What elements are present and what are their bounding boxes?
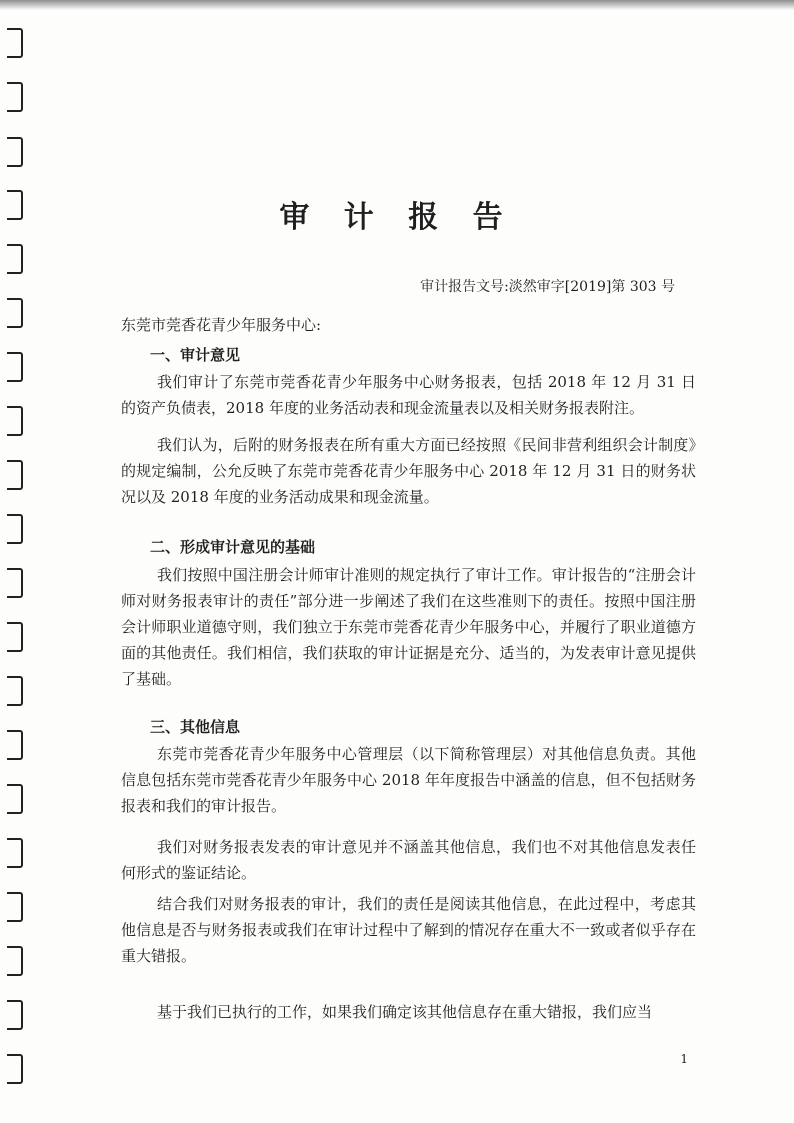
paragraph-no-assurance: 我们对财务报表发表的审计意见并不涵盖其他信息，我们也不对其他信息发表任何形式的鉴证结论。 xyxy=(121,838,696,882)
binding-hole-icon xyxy=(7,622,23,652)
binding-hole-icon xyxy=(7,568,23,598)
paragraph-audit-opinion: 我们认为，后附的财务报表在所有重大方面已经按照《民间非营利组织会计制度》的规定编制，公允反映了东莞市莞香花青少年服务中心 2018 年 12 月 31 日的财务状况以及 2018 年度的业务活动成果和现金流量。 xyxy=(121,436,696,506)
binding-hole-icon xyxy=(7,298,23,328)
page-number: 1 xyxy=(680,1052,688,1066)
binding-hole-icon xyxy=(7,28,23,58)
section-heading-basis-for-opinion: 二、形成审计意见的基础 xyxy=(150,538,316,556)
binding-hole-icon xyxy=(7,1000,23,1030)
binding-hole-icon xyxy=(7,514,23,544)
binding-hole-icon xyxy=(7,406,23,436)
report-number: 审计报告文号:淡然审字[2019]第 303 号 xyxy=(420,279,675,295)
binding-hole-icon xyxy=(7,460,23,490)
scan-top-shadow xyxy=(0,0,794,10)
binding-hole-icon xyxy=(7,244,23,274)
binding-hole-icon xyxy=(7,838,23,868)
section-heading-other-information: 三、其他信息 xyxy=(150,718,241,736)
paragraph-basis: 我们按照中国注册会计师审计准则的规定执行了审计工作。审计报告的“注册会计师对财务报表审计的责任”部分进一步阐述了我们在这些准则下的责任。按照中国注册会计师职业道德守则，我们独立于东莞市莞香花青少年服务中心，并履行了职业道德方面的其他责任。我们相信，我们获取的审计证据是充分、适当的，为发表审计意见提供了基础。 xyxy=(121,566,696,688)
binding-hole-icon xyxy=(7,730,23,760)
addressee: 东莞市莞香花青少年服务中心: xyxy=(121,316,322,334)
paragraph-read-other-information: 结合我们对财务报表的审计，我们的责任是阅读其他信息，在此过程中，考虑其他信息是否与财务报表或我们在审计过程中了解到的情况存在重大不一致或者似乎存在重大错报。 xyxy=(121,895,696,965)
binding-holes xyxy=(0,0,36,1123)
paragraph-material-misstatement: 基于我们已执行的工作，如果我们确定该其他信息存在重大错报，我们应当 xyxy=(157,1003,653,1021)
binding-hole-icon xyxy=(7,892,23,922)
paragraph-management-responsibility: 东莞市莞香花青少年服务中心管理层（以下简称管理层）对其他信息负责。其他信息包括东莞市莞香花青少年服务中心 2018 年年度报告中涵盖的信息，但不包括财务报表和我们的审计报告。 xyxy=(121,745,696,815)
binding-hole-icon xyxy=(7,1054,23,1084)
binding-hole-icon xyxy=(7,352,23,382)
binding-hole-icon xyxy=(7,946,23,976)
section-heading-audit-opinion: 一、审计意见 xyxy=(150,346,241,364)
binding-hole-icon xyxy=(7,82,23,112)
binding-hole-icon xyxy=(7,784,23,814)
document-title: 审 计 报 告 xyxy=(279,200,515,235)
paragraph-audit-scope: 我们审计了东莞市莞香花青少年服务中心财务报表，包括 2018 年 12 月 31 日的资产负债表，2018 年度的业务活动表和现金流量表以及相关财务报表附注。 xyxy=(121,373,696,417)
binding-hole-icon xyxy=(7,137,23,167)
binding-hole-icon xyxy=(7,676,23,706)
